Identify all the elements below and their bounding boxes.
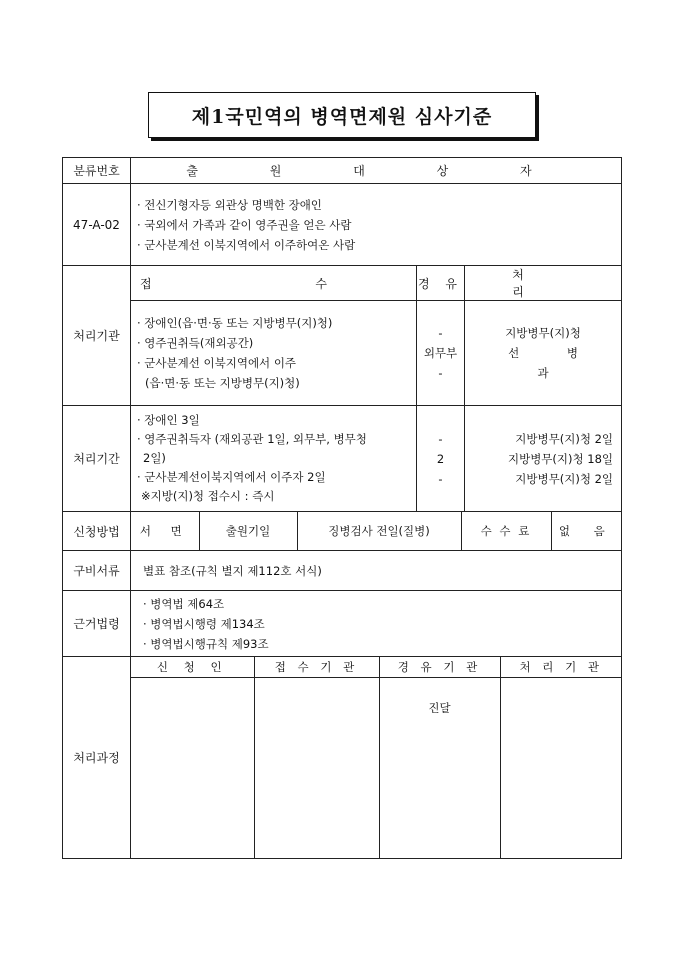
period-note: ※지방(지)청 접수시 : 즉시 [141,489,275,503]
documents-label: 구비서류 [63,551,131,591]
application-method-label: 신청방법 [63,512,131,551]
application-method-value: 서 면 [131,512,199,550]
legal-basis-label: 근거법령 [63,591,131,657]
legal-item: · 병역법시행령 제134조 [143,616,265,631]
target-item: · 군사분계선 이북지역에서 이주하여온 사람 [137,237,356,252]
via-item: 외무부 [423,346,458,360]
legal-item: · 병역법 제64조 [143,596,225,611]
process-flow-label: 처리과정 [63,657,131,859]
period-item: · 장애인 3일 [137,413,200,427]
receipt-item: · 영주권취득(재외공간) [137,336,254,350]
receipt-agency-column-header: 접 수 기 관 [254,657,379,677]
period-details [131,406,417,512]
period-via-item: - [438,431,443,446]
via-header: 경 유 [417,266,465,301]
process-flow-grid [131,657,622,859]
period-process-item: 지방병무(지)청 2일 [515,431,614,446]
process-item: 지방병무(지)청 [505,326,581,340]
page-title: 제1국민역의 병역면제원 심사기준 [148,92,536,138]
application-period-value: 징병검사 전일(질병) [297,512,461,550]
via-item: - [438,366,443,380]
process-header: 처 리 [465,266,622,301]
process-agencies [465,301,622,406]
receipt-agencies [131,301,417,406]
via-agency-column-header: 경 유 기 관 [379,657,500,677]
classification-label: 분류번호 [63,158,131,184]
via-agencies [417,301,465,406]
target-item: · 전신기형자등 외관상 명백한 장애인 [137,197,322,212]
process-agency-column-header: 처 리 기 관 [500,657,622,677]
processing-agency-label: 처리기관 [63,266,131,406]
receipt-item: · 장애인(읍·면·동 또는 지방병무(지)청) [137,316,333,330]
fee-value: 없 음 [558,524,615,538]
via-item: - [438,326,443,340]
forward-note: 진달 [428,700,451,715]
receipt-item: (읍·면·동 또는 지방병무(지)청) [145,376,300,390]
applicant-target-list [131,184,622,266]
receipt-agency-column [254,677,379,858]
process-agency-column [500,677,622,858]
period-process-item: 지방병무(지)청 18일 [507,451,614,466]
fee-label: 수 수 료 [461,512,551,550]
receipt-header: 접 수 [131,266,417,301]
via-agency-column [379,677,500,858]
period-process-item: 지방병무(지)청 2일 [515,471,614,486]
process-item: 선 병 과 [508,346,600,380]
period-via-item: - [438,471,443,486]
application-period-label: 출원기일 [199,512,297,550]
processing-period-label: 처리기간 [63,406,131,512]
documents-value: 별표 참조(규칙 별지 제112호 서식) [131,551,622,591]
legal-basis-list [131,591,622,657]
applicant-column [131,677,254,858]
period-item: · 영주권취득자 (재외공관 1일, 외무부, 병무청 [137,432,367,446]
review-criteria-table [62,157,622,859]
receipt-item: · 군사분계선 이북지역에서 이주 [137,356,297,370]
period-item: 2일) [143,451,166,465]
target-item: · 국외에서 가족과 같이 영주권을 얻은 사람 [137,217,352,232]
legal-item: · 병역법시행규칙 제93조 [143,636,269,651]
application-method-row [131,512,622,551]
classification-code: 47-A-02 [63,184,131,266]
period-process [465,406,622,512]
period-item: · 군사분계선이북지역에서 이주자 2일 [137,470,326,484]
period-via [417,406,465,512]
period-via-item: 2 [436,451,445,466]
applicant-target-header: 출 원 대 상 자 [131,158,622,184]
applicant-column-header: 신 청 인 [131,657,254,677]
